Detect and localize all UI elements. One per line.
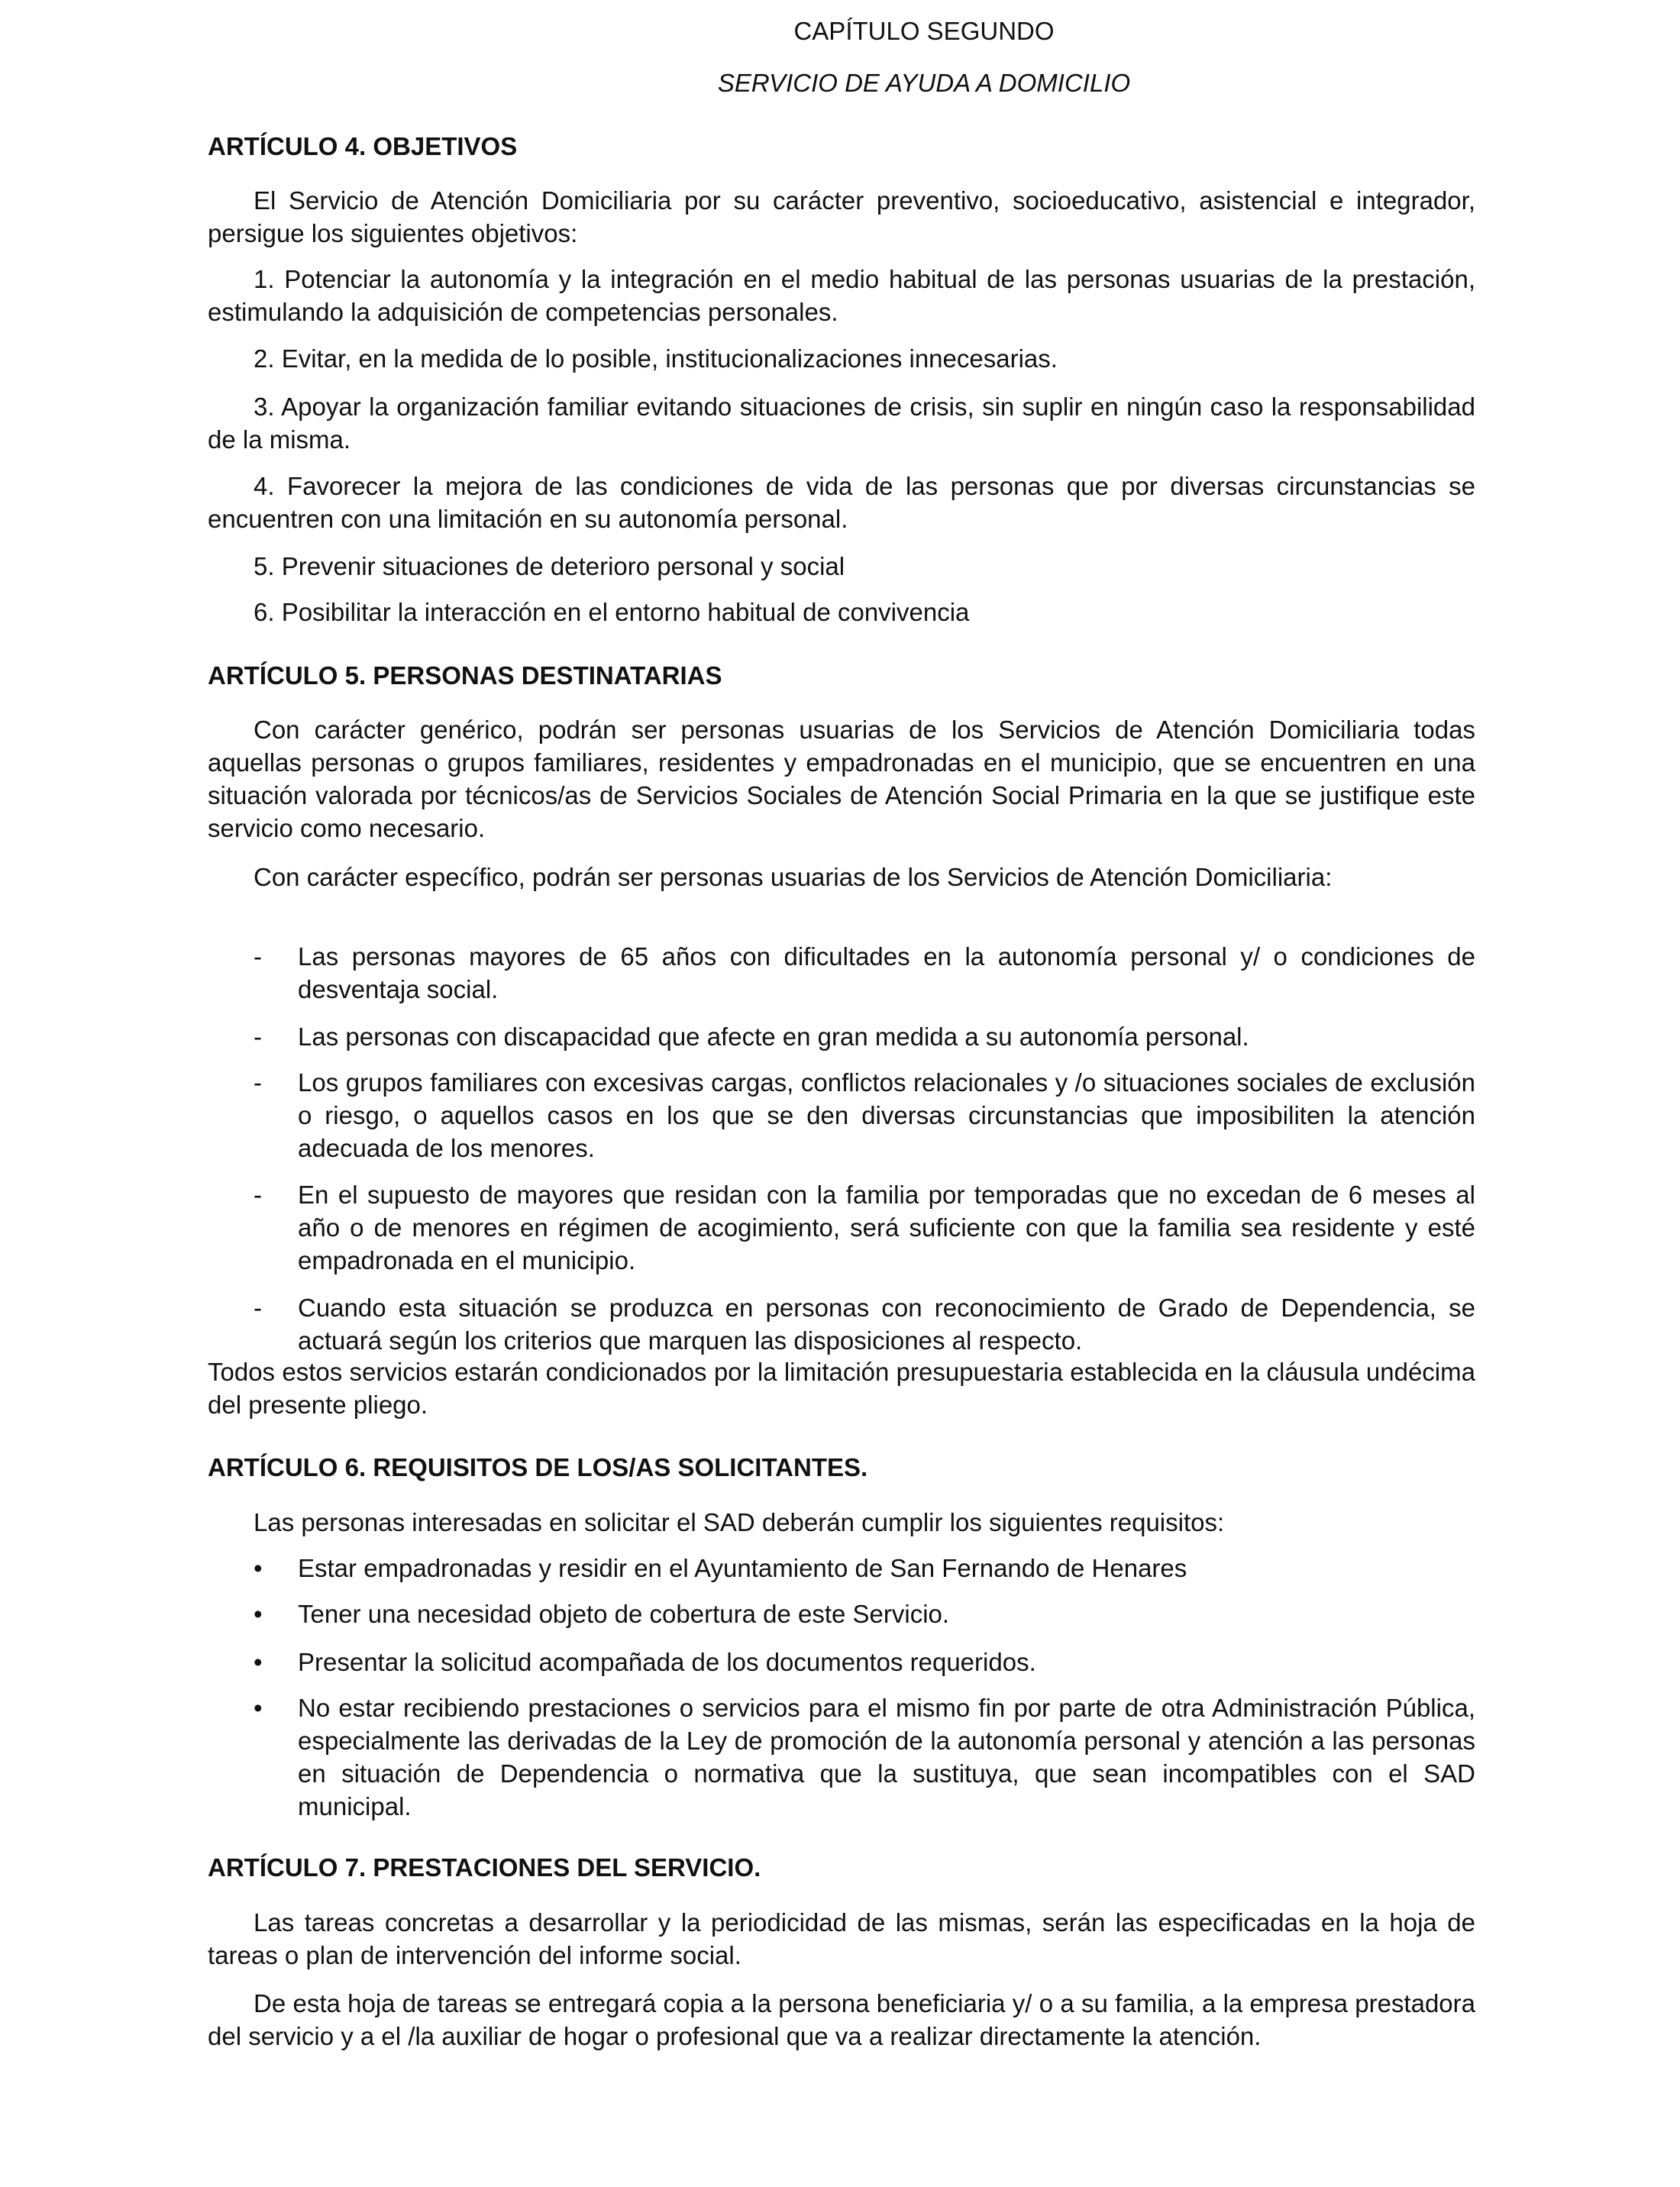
article-7-paragraph: De esta hoja de tareas se entregará copia a la persona beneficiaria y/ o a su familia, a la empresa prestadora del servicio y a el /la auxiliar de hogar o profesional que va a realizar directamente la atención.	[208, 1989, 1475, 2050]
chapter-subtitle: SERVICIO DE AYUDA A DOMICILIO	[717, 69, 1131, 97]
list-item	[254, 1066, 1475, 1165]
list-item-text: Los grupos familiares con excesivas cargas, conflictos relacionales y /o situaciones sociales de exclusión o riesgo, o aquellos casos en los que se den diversas circunstancias que imposibiliten la atención adecuada de los menores.	[298, 1068, 1475, 1162]
list-item	[254, 1646, 1475, 1678]
article-7-heading: ARTÍCULO 7. PRESTACIONES DEL SERVICIO.	[208, 1853, 761, 1882]
list-item	[254, 1552, 1475, 1585]
article-4-heading: ARTÍCULO 4. OBJETIVOS	[208, 132, 518, 160]
dash-marker: -	[254, 1068, 262, 1097]
bullet-icon: •	[254, 1554, 263, 1582]
list-item-text: En el supuesto de mayores que residan con la familia por temporadas que no excedan de 6 meses al año o de menores en régimen de acogimiento, será suficiente con que la familia sea residente y esté empadronada en el municipio.	[298, 1181, 1475, 1274]
list-item	[254, 1691, 1475, 1823]
dash-marker: -	[254, 1022, 262, 1051]
dash-marker: -	[254, 1294, 262, 1322]
objective-item: 1. Potenciar la autonomía y la integración en el medio habitual de las personas usuarias de la prestación, estimulando la adquisición de competencias personales.	[208, 265, 1475, 326]
list-item	[254, 1291, 1475, 1357]
dash-marker: -	[254, 942, 262, 971]
bullet-icon: •	[254, 1600, 263, 1628]
list-item	[254, 1020, 1475, 1053]
list-item	[254, 1178, 1475, 1277]
article-7-paragraph: Las tareas concretas a desarrollar y la periodicidad de las mismas, serán las especificadas en la hoja de tareas o plan de intervención del informe social.	[208, 1908, 1475, 1969]
dash-marker: -	[254, 1181, 262, 1209]
list-item-text: No estar recibiendo prestaciones o servicios para el mismo fin por parte de otra Administración Pública, especialmente las derivadas de la Ley de promoción de la autonomía personal y atención a las personas en situación de Dependencia o normativa que la sustituya, que sean incompatibles con el SAD municipal.	[298, 1694, 1475, 1820]
list-item-text: Las personas con discapacidad que afecte en gran medida a su autonomía personal.	[298, 1022, 1249, 1051]
objective-item: 6. Posibilitar la interacción en el entorno habitual de convivencia	[254, 598, 970, 626]
bullet-icon: •	[254, 1694, 263, 1722]
article-6-intro: Las personas interesadas en solicitar el SAD deberán cumplir los siguientes requisitos:	[254, 1508, 1225, 1536]
article-5-paragraph: Con carácter específico, podrán ser personas usuarias de los Servicios de Atención Domiciliaria:	[254, 863, 1333, 891]
list-item-text: Cuando esta situación se produzca en personas con reconocimiento de Grado de Dependencia, se actuará según los criterios que marquen las disposiciones al respecto.	[298, 1294, 1475, 1355]
list-item-text: Las personas mayores de 65 años con dificultades en la autonomía personal y/ o condiciones de desventaja social.	[298, 942, 1475, 1003]
list-item-text: Tener una necesidad objeto de cobertura de este Servicio.	[298, 1600, 950, 1628]
article-5-heading: ARTÍCULO 5. PERSONAS DESTINATARIAS	[208, 661, 722, 690]
article-6-heading: ARTÍCULO 6. REQUISITOS DE LOS/AS SOLICITANTES.	[208, 1453, 868, 1481]
list-item-text: Estar empadronadas y residir en el Ayuntamiento de San Fernando de Henares	[298, 1554, 1187, 1582]
objective-item: 3. Apoyar la organización familiar evitando situaciones de crisis, sin suplir en ningún caso la responsabilidad de la misma.	[208, 392, 1475, 454]
objective-item: 2. Evitar, en la medida de lo posible, institucionalizaciones innecesarias.	[254, 344, 1058, 373]
list-item	[254, 1597, 1475, 1630]
bullet-icon: •	[254, 1648, 263, 1676]
article-5-paragraph: Con carácter genérico, podrán ser personas usuarias de los Servicios de Atención Domiciliaria todas aquellas personas o grupos familiares, residentes y empadronadas en el municipio, que se encuentren en una situación valorada por técnicos/as de Servicios Sociales de Atención Social Primaria en la que se justifique este servicio como necesario.	[208, 716, 1475, 842]
objective-item: 4. Favorecer la mejora de las condiciones de vida de las personas que por diversas circunstancias se encuentren con una limitación en su autonomía personal.	[208, 472, 1475, 533]
chapter-title: CAPÍTULO SEGUNDO	[793, 17, 1055, 45]
list-item-text: Presentar la solicitud acompañada de los documentos requeridos.	[298, 1648, 1036, 1676]
article-4-intro: El Servicio de Atención Domiciliaria por su carácter preventivo, socioeducativo, asistencial e integrador, persigue los siguientes objetivos:	[208, 186, 1475, 247]
article-5-paragraph: Todos estos servicios estarán condicionados por la limitación presupuestaria establecida en la cláusula undécima del presente pliego.	[208, 1358, 1475, 1419]
objective-item: 5. Prevenir situaciones de deterioro personal y social	[254, 552, 845, 580]
list-item	[254, 940, 1475, 1006]
